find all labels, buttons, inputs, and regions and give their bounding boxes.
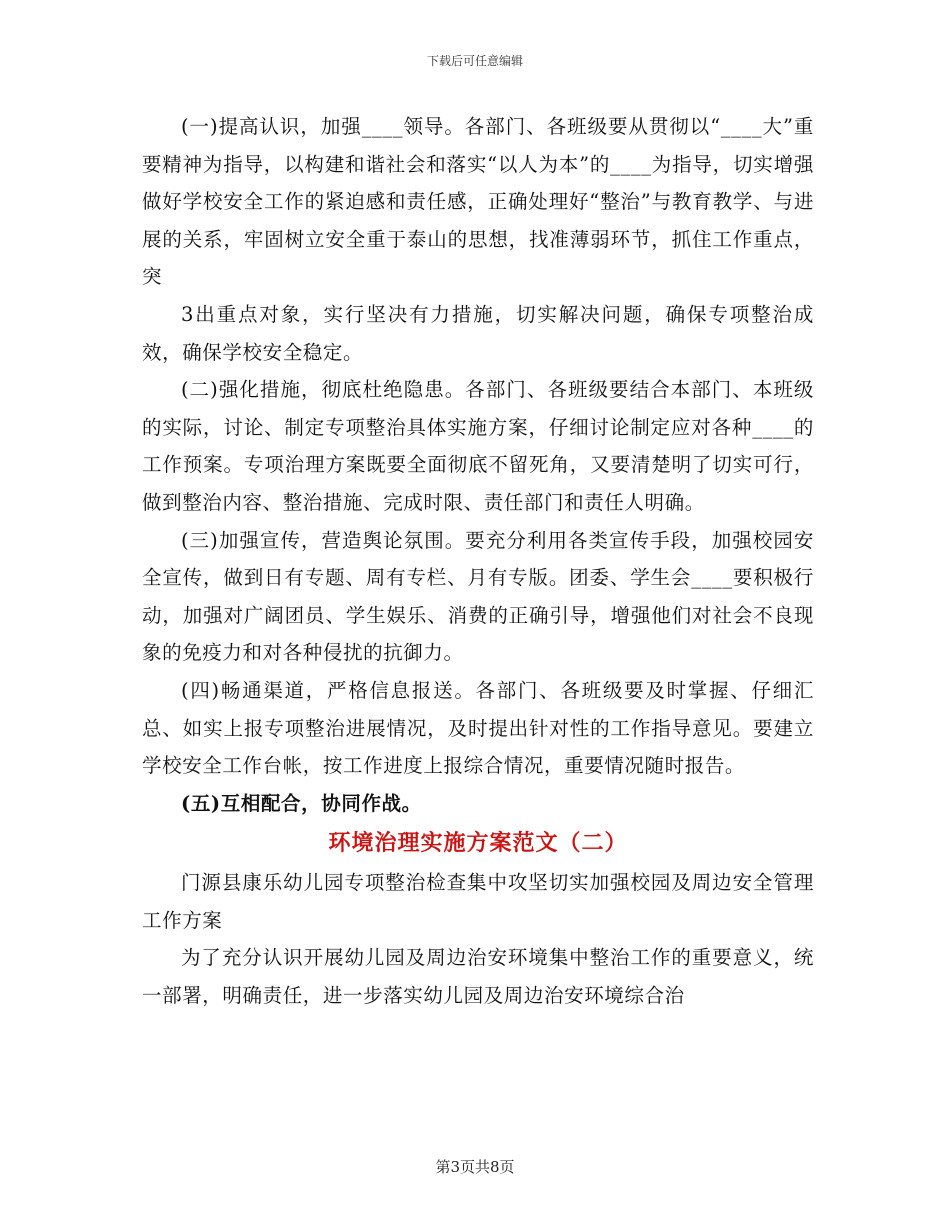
page-header: 下载后可任意编辑 — [426, 54, 523, 68]
section-title: 环境治理实施方案范文（二） — [328, 830, 628, 857]
paragraph-1: (一)提高认识，加强____领导。各部门、各班级要从贯彻以“____大”重要精神为指导，以构建和谐社会和落实“以人为本”的____为指导，切实增强做好学校安全工作的紧迫感和责任感，正确处理好“整治”与教育教学、与进展的关系，牢固树立安全重于泰山的思想，找准薄弱环节，抓住工作重点，突 — [142, 115, 814, 289]
paragraph-2: 3出重点对象，实行坚决有力措施，切实解决问题，确保专项整治成效，确保学校安全稳定。 — [142, 302, 814, 364]
paragraph-3: (二)强化措施，彻底杜绝隐患。各部门、各班级要结合本部门、本班级的实际，讨论、制定专项整治具体实施方案，仔细讨论制定应对各种____的工作预案。专项治理方案既要全面彻底不留死角，又要清楚明了切实可行，做到整治内容、整治措施、完成时限、责任部门和责任人明确。 — [142, 378, 814, 514]
paragraph-6-heading: (五)互相配合，协同作战。 — [181, 791, 422, 815]
page-footer: 第3页共8页 — [435, 1158, 515, 1176]
paragraph-8: 为了充分认识开展幼儿园及周边治安环境集中整治工作的重要意义，统一部署，明确责任，进一步落实幼儿园及周边治安环境综合治 — [142, 946, 814, 1008]
paragraph-7: 门源县康乐幼儿园专项整治检查集中攻坚切实加强校园及周边安全管理工作方案 — [142, 871, 814, 932]
paragraph-5: (四)畅通渠道，严格信息报送。各部门、各班级要及时掌握、仔细汇总、如实上报专项整治进展情况，及时提出针对性的工作指导意见。要建立学校安全工作台帐，按工作进度上报综合情况，重要情况随时报告。 — [142, 678, 814, 778]
paragraph-4: (三)加强宣传，营造舆论氛围。要充分利用各类宣传手段，加强校园安全宣传，做到日有专题、周有专栏、月有专版。团委、学生会____要积极行动，加强对广阔团员、学生娱乐、消费的正确引导，增强他们对社会不良现象的免疫力和对各种侵扰的抗御力。 — [142, 528, 814, 665]
document-body — [142, 108, 814, 1015]
